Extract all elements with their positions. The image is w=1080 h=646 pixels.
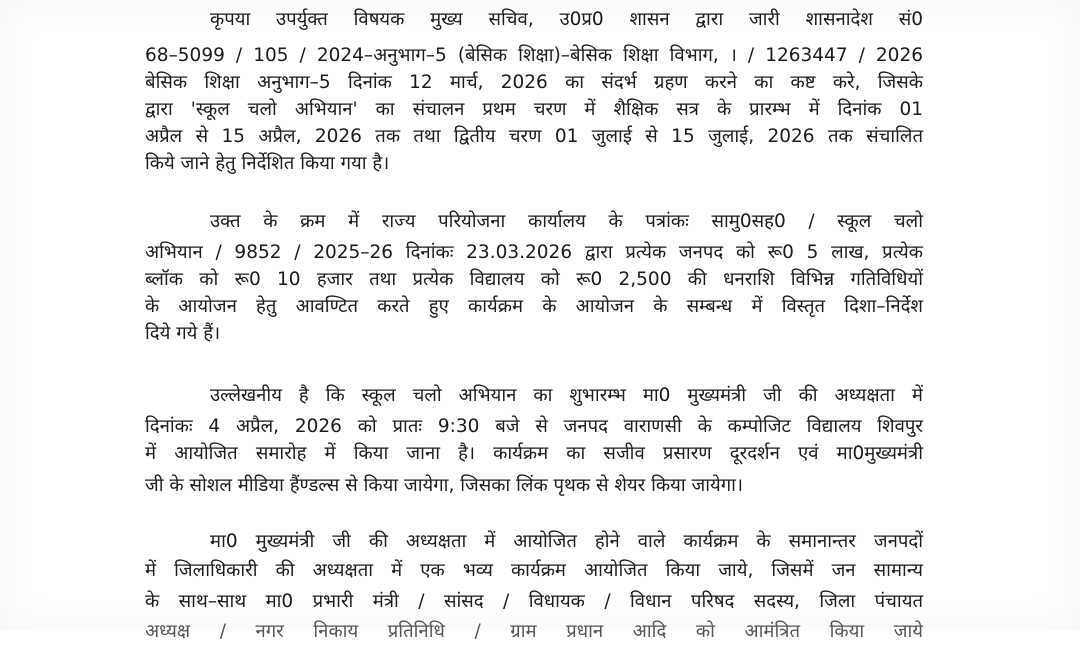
paragraph-line: के साथ–साथ मा0 प्रभारी मंत्री / सांसद / विधायक / विधान परिषद सदस्य, जिला पंचायत: [145, 591, 923, 612]
paragraph-line: बेसिक शिक्षा अनुभाग–5 दिनांक 12 मार्च, 2026 का संदर्भ ग्रहण करने का कष्ट करे, जिसके: [145, 72, 923, 93]
paragraph-line: ब्लॉक को रू0 10 हजार तथा प्रत्येक विद्यालय को रू0 2,500 की धनराशि विभिन्न गतिविधियों: [145, 269, 923, 290]
paragraph-line: उक्त के क्रम में राज्य परियोजना कार्यालय के पत्रांकः सामु0सह0 / स्कूल चलो: [210, 211, 923, 232]
paragraph-line: दिये गये हैं।: [145, 323, 221, 344]
paragraph-line: अभियान / 9852 / 2025–26 दिनांकः 23.03.2026 द्वारा प्रत्येक जनपद को रू0 5 लाख, प्रत्येक: [145, 242, 923, 263]
paragraph-line-cut-off: अध्यक्ष / नगर निकाय प्रतिनिधि / ग्राम प्रधान आदि को आमंत्रित किया जाये: [145, 621, 923, 642]
paragraph-line: किये जाने हेतु निर्देशित किया गया है।: [145, 153, 390, 174]
paragraph-line: 68–5099 / 105 / 2024–अनुभाग–5 (बेसिक शिक्षा)–बेसिक शिक्षा विभाग, । / 1263447 / 2026: [145, 45, 923, 66]
paragraph-line: दिनांकः 4 अप्रैल, 2026 को प्रातः 9:30 बजे से जनपद वाराणसी के कम्पोजिट विद्यालय शिवपुर: [145, 416, 923, 437]
paragraph-line: में आयोजित समारोह में किया जाना है। कार्यक्रम का सजीव प्रसारण दूरदर्शन एवं मा0मुख्यमंत्री: [145, 443, 923, 464]
paragraph-line: के आयोजन हेतु आवण्टित करते हुए कार्यक्रम के आयोजन के सम्बन्ध में विस्तृत दिशा–निर्देश: [145, 296, 923, 317]
paragraph-line: द्वारा 'स्कूल चलो अभियान' का संचालन प्रथम चरण में शैक्षिक सत्र के प्रारम्भ में दिनांक 01: [145, 99, 923, 120]
paragraph-line: अप्रैल से 15 अप्रैल, 2026 तक तथा द्वितीय चरण 01 जुलाई से 15 जुलाई, 2026 तक संचालित: [145, 126, 923, 147]
paragraph-line: में जिलाधिकारी की अध्यक्षता में एक भव्य कार्यक्रम आयोजित किया जाये, जिसमें जन सामान्य: [145, 560, 923, 581]
paragraph-line: मा0 मुख्यमंत्री जी की अध्यक्षता में आयोजित होने वाले कार्यक्रम के समानान्तर जनपदों: [210, 531, 923, 552]
paragraph-line: उल्लेखनीय है कि स्कूल चलो अभियान का शुभारम्भ मा0 मुख्यमंत्री जी की अध्यक्षता में: [210, 385, 923, 406]
paragraph-line: कृपया उपर्युक्त विषयक मुख्य सचिव, उ0प्र0 शासन द्वारा जारी शासनादेश सं0: [210, 9, 923, 30]
paragraph-line: जी के सोशल मीडिया हैंण्डल्स से किया जायेगा, जिसका लिंक पृथक से शेयर किया जायेगा।: [145, 475, 743, 496]
